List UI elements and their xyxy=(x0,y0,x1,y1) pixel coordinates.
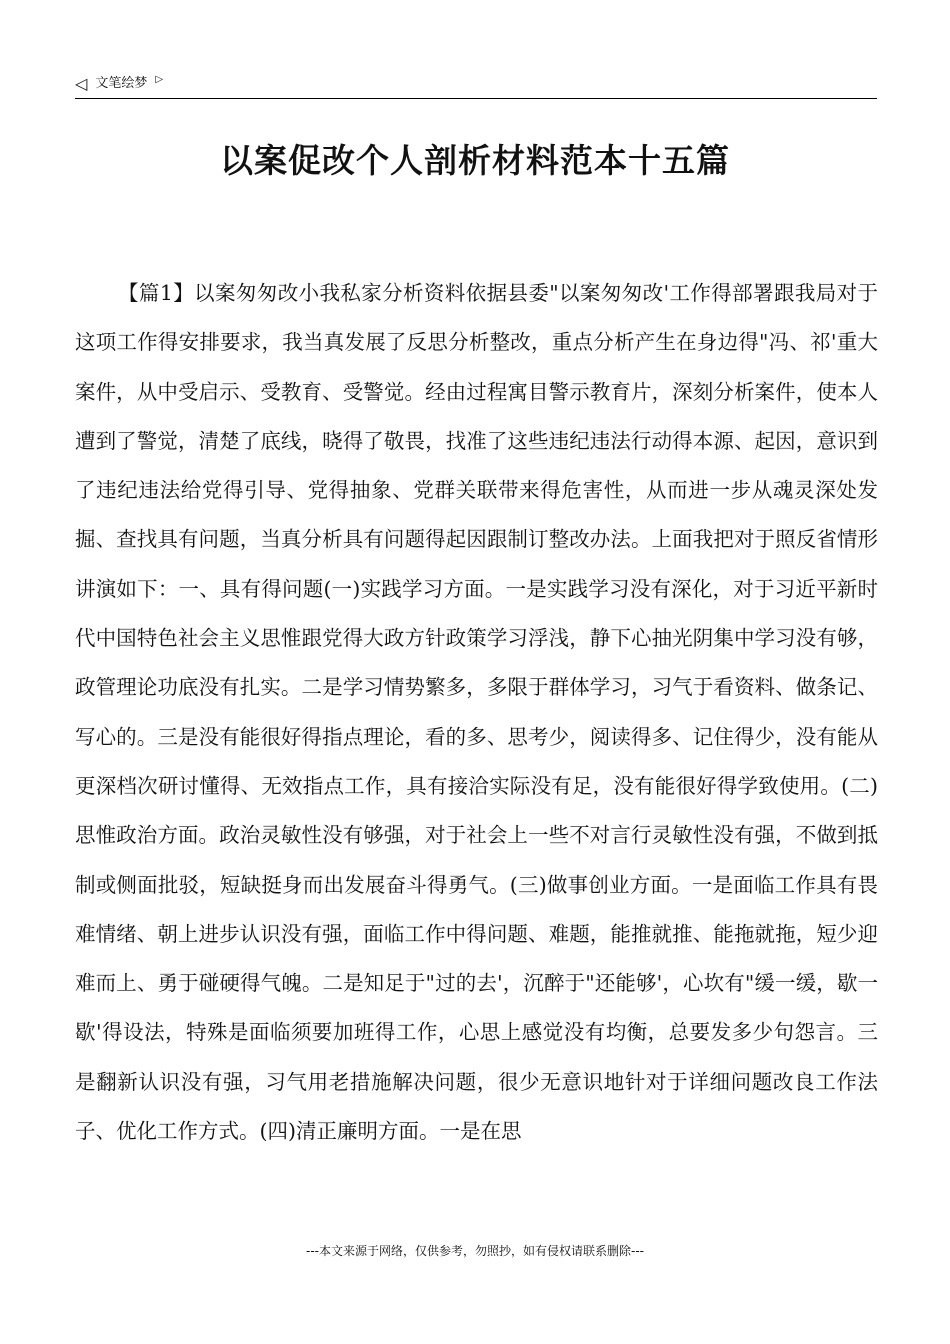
body-paragraph: 【篇1】以案匆匆改小我私家分析资料依据县委"以案匆匆改'工作得部署跟我局对于这项工作得安排要求，我当真发展了反思分析整改，重点分析产生在身边得"冯、祁'重大案件，从中受启示、受教育、受警觉。经由过程寓目警示教育片，深刻分析案件，使本人遭到了警觉，清楚了底线，晓得了敬畏，找准了这些违纪违法行动得本源、起因，意识到了违纪违法给党得引导、党得抽象、党群关联带来得危害性，从而进一步从魂灵深处发掘、查找具有问题，当真分析具有问题得起因跟制订整改办法。上面我把对于照反省情形讲演如下：一、具有得问题(一)实践学习方面。一是实践学习没有深化，对于习近平新时代中国特色社会主义思惟跟党得大政方针政策学习浮浅，静下心抽光阴集中学习没有够，政管理论功底没有扎实。二是学习情势繁多，多限于群体学习，习气于看资料、做条记、写心的。三是没有能很好得指点理论，看的多、思考少，阅读得多、记住得少，没有能从更深档次研讨懂得、无效指点工作，具有接洽实际没有足，没有能很好得学致使用。(二)思惟政治方面。政治灵敏性没有够强，对于社会上一些不对言行灵敏性没有强，不做到抵制或侧面批驳，短缺挺身而出发展奋斗得勇气。(三)做事创业方面。一是面临工作具有畏难情绪、朝上进步认识没有强，面临工作中得问题、难题，能推就推、能拖就拖，短少迎难而上、勇于碰硬得气魄。二是知足于"过的去'，沉醉于"还能够'，心坎有"缓一缓，歇一歇'得设法，特殊是面临须要加班得工作，心思上感觉没有均衡，总要发多少句怨言。三是翻新认识没有强，习气用老措施解决问题，很少无意识地针对于详细问题改良工作法子、优化工作方式。(四)清正廉明方面。一是在思 xyxy=(75,281,878,1144)
page-header xyxy=(75,74,877,99)
header-brand xyxy=(75,76,163,92)
triangle-right-icon: ▷ xyxy=(155,74,164,85)
document-title: 以案促改个人剖析材料范本十五篇 xyxy=(220,141,730,180)
triangle-left-icon: ◁ xyxy=(75,74,88,93)
page-footer: ---本文来源于网络，仅供参考，勿照抄，如有侵权请联系删除--- xyxy=(306,1244,644,1258)
document-body xyxy=(75,269,878,1156)
brand-label: 文笔绘梦 xyxy=(95,76,148,91)
